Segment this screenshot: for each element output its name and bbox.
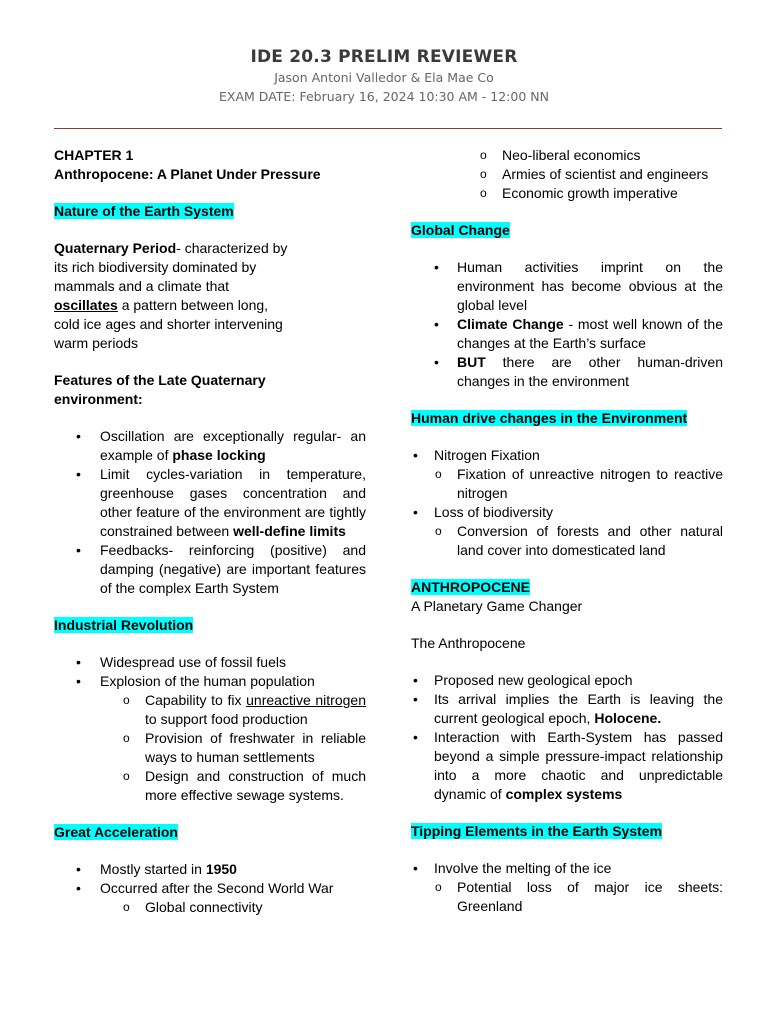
bullet-icon: •: [434, 259, 439, 275]
heading-global-change: Global Change: [411, 222, 510, 238]
bullet-icon: •: [413, 729, 418, 745]
exam-date: EXAM DATE: February 16, 2024 10:30 AM - 12:00 NN: [219, 89, 549, 104]
heading-tipping-elements: Tipping Elements in the Earth System: [411, 823, 663, 839]
list-item: • Mostly started in 1950: [76, 861, 237, 877]
right-column: [411, 146, 723, 916]
circle-bullet-icon: o: [123, 769, 130, 783]
bullet-icon: •: [413, 504, 418, 520]
bullet-icon: •: [434, 354, 439, 370]
list-item: • Occurred after the Second World War: [76, 880, 334, 896]
left-column: [54, 146, 366, 917]
circle-bullet-icon: o: [123, 900, 130, 914]
list-item: • Involve the melting of the ice: [413, 860, 612, 876]
list-item: • Loss of biodiversity: [413, 504, 554, 520]
anthropocene-subtitle: A Planetary Game Changer: [411, 598, 583, 614]
list-item: o Potential loss of major ice sheets: Greenland: [435, 879, 723, 914]
circle-bullet-icon: o: [435, 880, 442, 894]
bullet-icon: •: [76, 880, 81, 896]
list-item: • Widespread use of fossil fuels: [76, 654, 286, 670]
list-item: o Design and construction of much more effective sewage systems.: [123, 768, 366, 803]
bullet-icon: •: [76, 861, 81, 877]
circle-bullet-icon: o: [480, 148, 487, 162]
list-item: • Proposed new geological epoch: [413, 672, 633, 688]
document-title: IDE 20.3 PRELIM REVIEWER: [250, 47, 518, 67]
list-item: • Feedbacks- reinforcing (positive) and damping (negative) are important features of the complex Earth System: [76, 542, 366, 596]
circle-bullet-icon: o: [123, 731, 130, 745]
features-heading-2: environment:: [54, 391, 143, 407]
circle-bullet-icon: o: [480, 167, 487, 181]
chapter-title: Anthropocene: A Planet Under Pressure: [54, 166, 321, 182]
list-item: o Economic growth imperative: [480, 185, 678, 201]
circle-bullet-icon: o: [435, 467, 442, 481]
chapter-label: CHAPTER 1: [54, 147, 134, 163]
list-item: • Limit cycles-variation in temperature, greenhouse gases concentration and other feature of the environment are tightly constrained between well-define limits: [76, 466, 366, 539]
bullet-icon: •: [434, 316, 439, 332]
list-item: o Provision of freshwater in reliable ways to human settlements: [123, 730, 366, 765]
list-item: • Its arrival implies the Earth is leaving the current geological epoch, Holocene.: [413, 691, 723, 726]
bullet-icon: •: [76, 466, 81, 482]
list-item: • BUT there are other human-driven changes in the environment: [434, 354, 723, 389]
list-item: o Conversion of forests and other natural land cover into domesticated land: [435, 523, 723, 558]
document-authors: Jason Antoni Valledor & Ela Mae Co: [274, 70, 494, 85]
quaternary-line-2: its rich biodiversity dominated by: [54, 259, 257, 275]
bullet-icon: •: [76, 654, 81, 670]
list-item: o Fixation of unreactive nitrogen to reactive nitrogen: [435, 466, 723, 501]
bullet-icon: •: [76, 542, 81, 558]
header-divider: [54, 128, 722, 129]
list-item: • Oscillation are exceptionally regular- an example of phase locking: [76, 428, 366, 463]
list-item: • Explosion of the human population: [76, 673, 315, 689]
list-item: o Neo-liberal economics: [480, 147, 641, 163]
list-item: • Climate Change - most well known of the changes at the Earth’s surface: [434, 316, 723, 351]
list-item: o Armies of scientist and engineers: [480, 166, 709, 182]
quaternary-line-4: oscillates a pattern between long,: [54, 297, 269, 313]
bullet-icon: •: [76, 428, 81, 444]
circle-bullet-icon: o: [480, 186, 487, 200]
bullet-icon: •: [413, 691, 418, 707]
quaternary-line-6: warm periods: [54, 335, 139, 351]
heading-great-acceleration: Great Acceleration: [54, 824, 178, 840]
bullet-icon: •: [413, 860, 418, 876]
list-item: • Interaction with Earth-System has passed beyond a simple pressure-impact relationship into a more chaotic and unpredictable dynamic of complex systems: [413, 729, 723, 802]
list-item: • Nitrogen Fixation: [413, 447, 540, 463]
heading-industrial-revolution: Industrial Revolution: [54, 617, 194, 633]
list-item: o Capability to fix unreactive nitrogen to support food production: [123, 692, 366, 727]
the-anthropocene-label: The Anthropocene: [411, 635, 526, 651]
heading-anthropocene: ANTHROPOCENE: [411, 579, 531, 595]
quaternary-line-3: mammals and a climate that: [54, 278, 230, 294]
features-heading-1: Features of the Late Quaternary: [54, 372, 266, 388]
circle-bullet-icon: o: [123, 693, 130, 707]
list-item: o Global connectivity: [123, 899, 263, 915]
bullet-icon: •: [413, 672, 418, 688]
list-item: • Human activities imprint on the environment has become obvious at the global level: [434, 259, 723, 313]
quaternary-line-5: cold ice ages and shorter intervening: [54, 316, 283, 332]
heading-nature-earth-system: Nature of the Earth System: [54, 203, 234, 219]
quaternary-line-1: Quaternary Period- characterized by: [54, 240, 288, 256]
heading-human-drive-changes: Human drive changes in the Environment: [411, 410, 688, 426]
circle-bullet-icon: o: [435, 524, 442, 538]
bullet-icon: •: [76, 673, 81, 689]
bullet-icon: •: [413, 447, 418, 463]
